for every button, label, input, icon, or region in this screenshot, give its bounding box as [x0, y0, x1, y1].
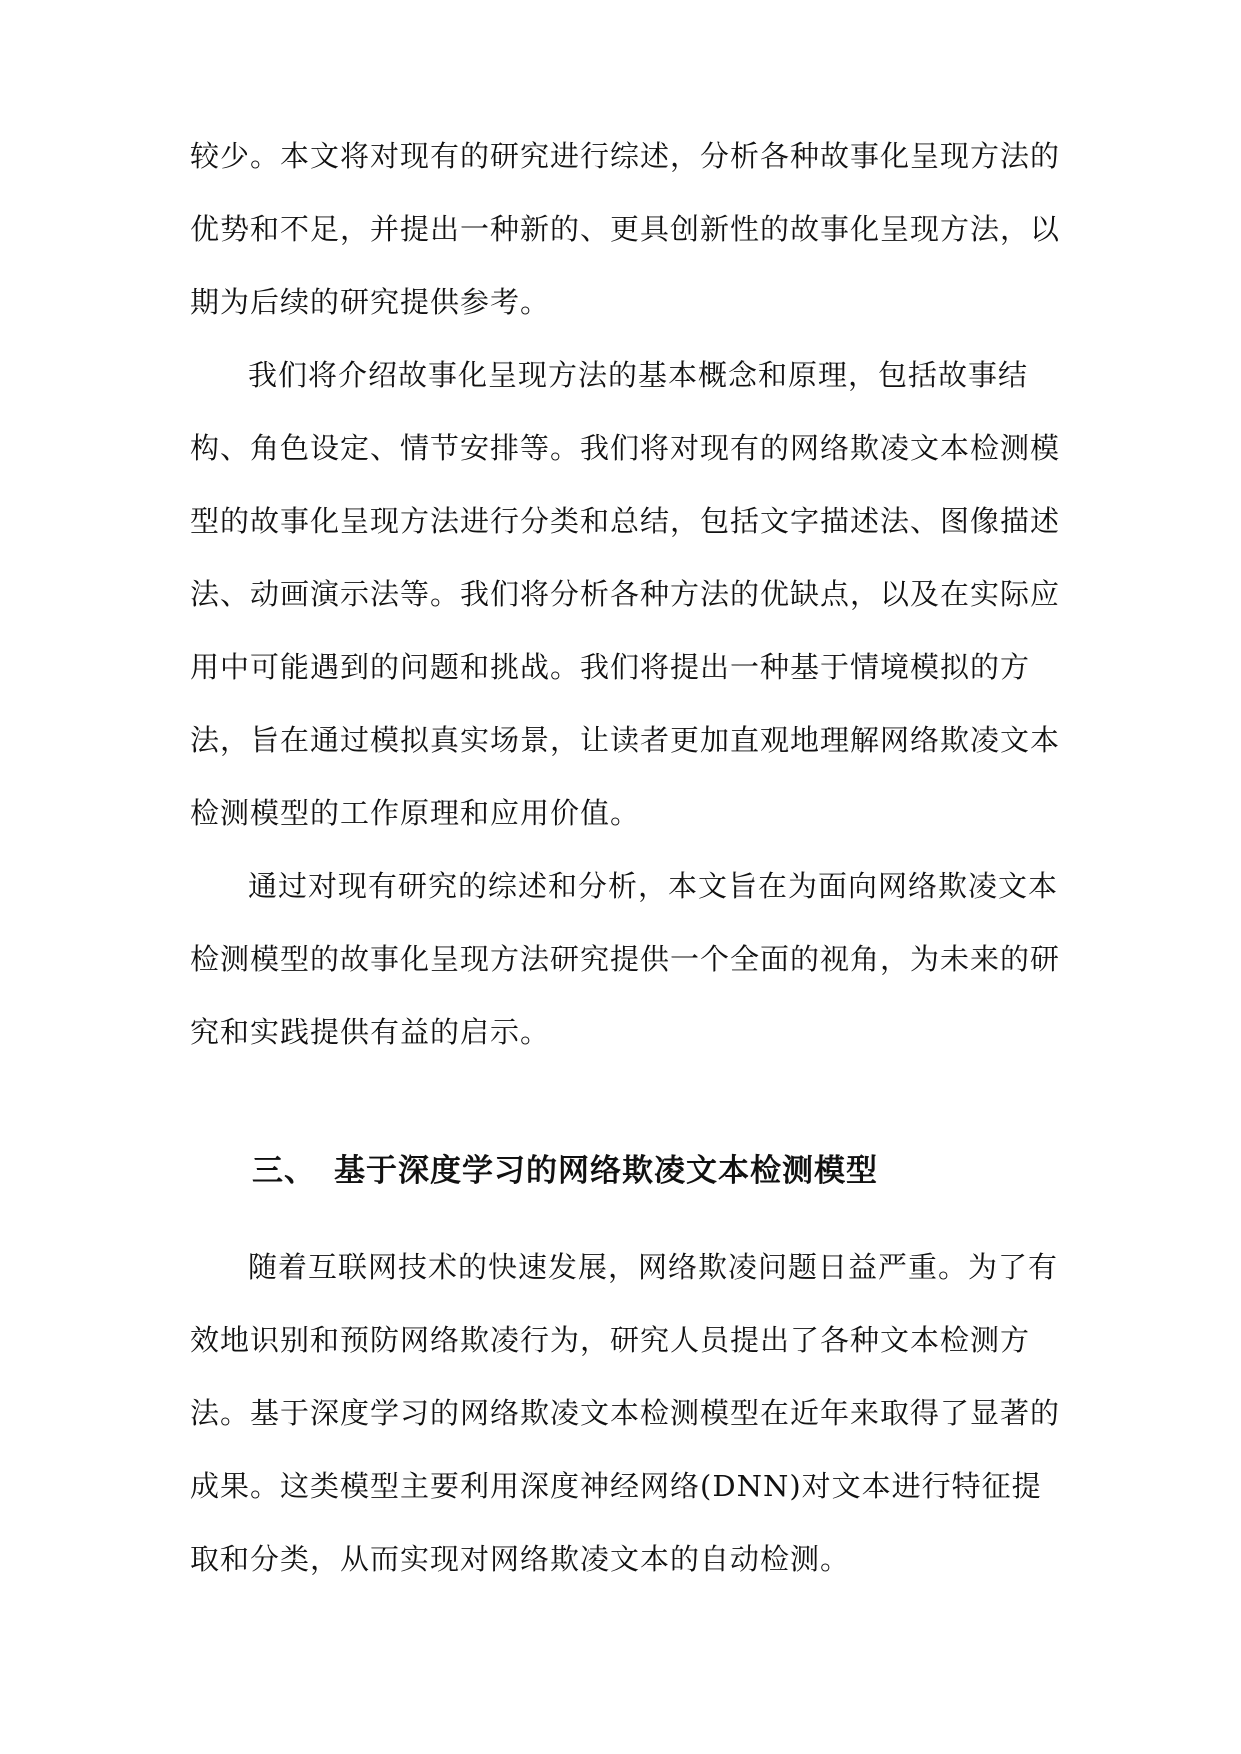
section-number: 三、 [252, 1153, 316, 1189]
body-text-bottom [190, 1231, 1070, 1596]
paragraph-deep-learning: 随着互联网技术的快速发展，网络欺凌问题日益严重。为了有效地识别和预防网络欺凌行为，研究人员提出了各种文本检测方法。基于深度学习的网络欺凌文本检测模型在近年来取得了显著的成果。这类模型主要利用深度神经网络(DNN)对文本进行特征提取和分类，从而实现对网络欺凌文本的自动检测。 [190, 1250, 1061, 1576]
paragraph-continuation: 较少。本文将对现有的研究进行综述，分析各种故事化呈现方法的优势和不足，并提出一种新的、更具创新性的故事化呈现方法，以期为后续的研究提供参考。 [190, 139, 1061, 319]
paragraph-concepts: 我们将介绍故事化呈现方法的基本概念和原理，包括故事结构、角色设定、情节安排等。我们将对现有的网络欺凌文本检测模型的故事化呈现方法进行分类和总结，包括文字描述法、图像描述法、动画演示法等。我们将分析各种方法的优缺点，以及在实际应用中可能遇到的问题和挑战。我们将提出一种基于情境模拟的方法，旨在通过模拟真实场景，让读者更加直观地理解网络欺凌文本检测模型的工作原理和应用价值。 [190, 358, 1061, 830]
section-title: 基于深度学习的网络欺凌文本检测模型 [334, 1153, 878, 1189]
body-text-top [190, 120, 1070, 1069]
section-heading [252, 1151, 878, 1191]
paragraph-summary: 通过对现有研究的综述和分析，本文旨在为面向网络欺凌文本检测模型的故事化呈现方法研究提供一个全面的视角，为未来的研究和实践提供有益的启示。 [190, 869, 1061, 1049]
